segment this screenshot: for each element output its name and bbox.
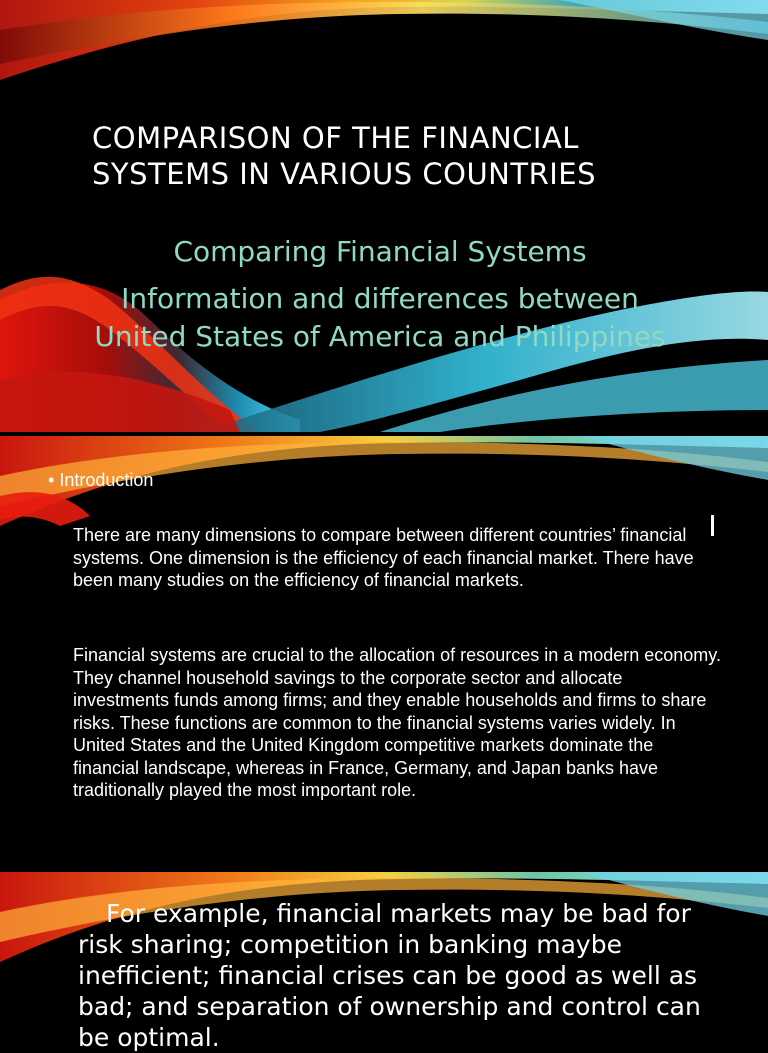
paragraph-2: Financial systems are crucial to the allocation of resources in a modern economy. They channel household savings to the corporate sector and allocate investments funds among firms; and they enable households and firms to share risks. These functions are common to the financial systems varies widely. In United States and the United Kingdom competitive markets dominate the financial landscape, whereas in France, Germany, and Japan banks have traditionally played the most important role. xyxy=(73,645,721,800)
slide-title: COMPARISON OF THE FINANCIAL SYSTEMS IN VARIOUS COUNTRIES xyxy=(92,121,597,191)
introduction-slide xyxy=(0,436,768,868)
ribbon-decoration xyxy=(0,0,768,432)
subtitle-line-1: Comparing Financial Systems xyxy=(173,235,587,268)
subtitle-line-2: Information and differences between United States of America and Philippines xyxy=(94,282,666,353)
bullet-dot-icon: • xyxy=(48,470,55,490)
paragraph-1: There are many dimensions to compare between different countries’ financial systems. One dimension is the efficiency of each financial market. There have been many studies on the efficiency of financial markets. xyxy=(73,525,694,590)
bullet-introduction xyxy=(48,470,153,491)
example-text: For example, financial markets may be bad for risk sharing; competition in banking maybe inefficient; financial crises can be good as well as bad; and separation of ownership and control can be optimal. xyxy=(78,899,701,1052)
bullet-label: Introduction xyxy=(59,470,154,490)
example-slide xyxy=(0,872,768,1052)
title-slide xyxy=(0,0,768,432)
